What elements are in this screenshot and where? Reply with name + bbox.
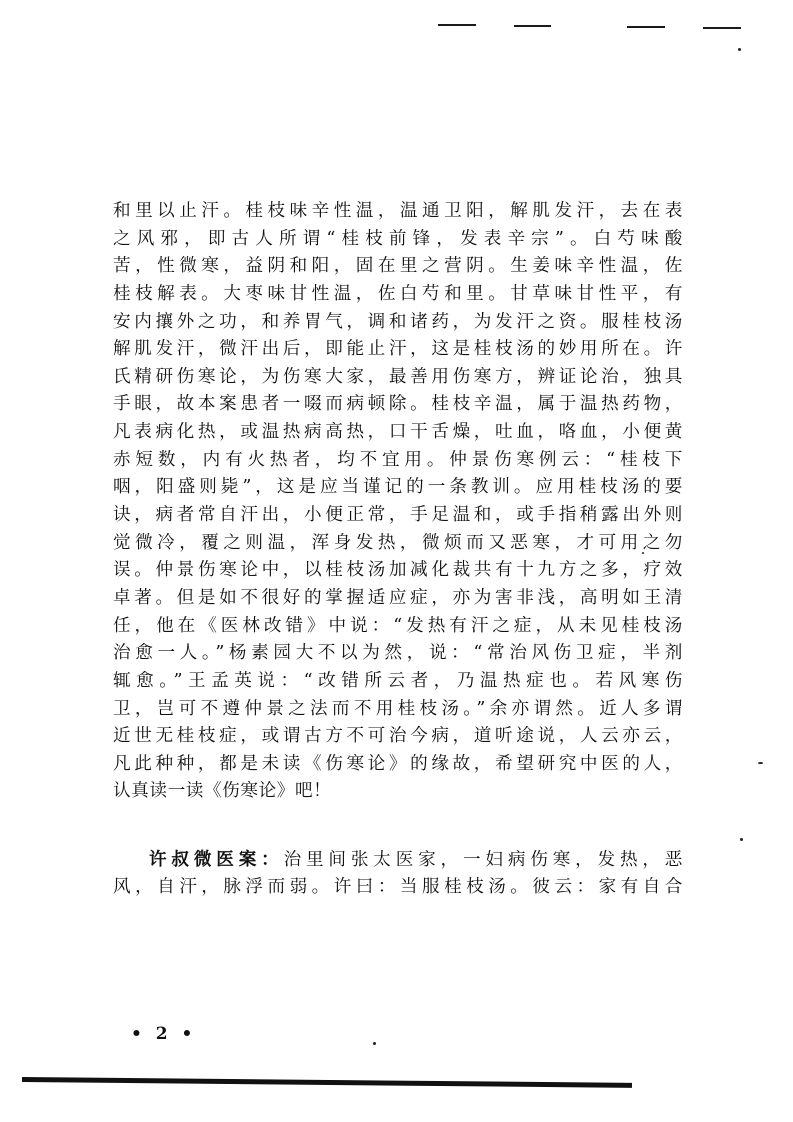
text-line: 卫，岂可不遵仲景之法而不用桂枝汤。”余亦谓然。近人多谓	[113, 698, 683, 719]
header-rule	[627, 26, 665, 28]
scan-speck	[758, 762, 763, 764]
text-line: 解肌发汗，微汗出后，即能止汗，这是桂枝汤的妙用所在。许	[113, 339, 683, 360]
text-line: 赤短数，内有火热者，均不宜用。仲景伤寒例云：“桂枝下	[113, 449, 683, 470]
text-line: 任，他在《医林改错》中说：“发热有汗之症，从未见桂枝汤	[113, 615, 683, 636]
header-rule	[514, 25, 551, 27]
text-line: 觉微冷，覆之则温，浑身发热，微烦而又恶寒，才可用之勿	[113, 532, 683, 553]
paragraph-gap	[113, 806, 683, 846]
text-line: 诀，病者常自汗出，小便正常，手足温和，或手指稍露出外则	[113, 505, 683, 526]
scan-speck	[738, 48, 741, 51]
text-line: 治愈一人。”杨素园大不以为然，说：“常治风伤卫症，半剂	[113, 643, 683, 664]
page-body	[113, 198, 683, 901]
text-line: 咽，阳盛则毙”，这是应当谨记的一条教训。应用桂枝汤的要	[113, 477, 683, 498]
case-heading-line	[113, 846, 683, 874]
text-line: 误。仲景伤寒论中，以桂枝汤加减化裁共有十九方之多，疗效	[113, 560, 683, 581]
text-line: 安内攘外之功，和养胃气，调和诸药，为发汗之资。服桂枝汤	[113, 311, 683, 332]
text-line: 之风邪，即古人所谓“桂枝前锋，发表辛宗”。白芍味酸	[113, 228, 683, 249]
scan-speck	[740, 838, 743, 841]
text-line: 卓著。但是如不很好的掌握适应症，亦为害非浅，高明如王清	[113, 587, 683, 608]
text-line: 凡表病化热，或温热病高热，口干舌燥，吐血，咯血，小便黄	[113, 422, 683, 443]
scan-speck	[373, 1042, 376, 1045]
text-line: 近世无桂枝症，或谓古方不可治今病，道听途说，人云亦云，	[113, 726, 683, 747]
text-line: 和里以止汗。桂枝味辛性温，温通卫阳，解肌发汗，去在表	[113, 201, 683, 221]
header-rule	[703, 27, 741, 29]
text-line: 凡此种种，都是未读《伤寒论》的缘故，希望研究中医的人，	[113, 753, 683, 774]
text-line: 苦，性微寒，益阴和阳，固在里之营阴。生姜味辛性温，佐	[113, 256, 683, 277]
text-line: 辄愈。”王孟英说：“改错所云者，乃温热症也。若风寒伤	[113, 670, 683, 691]
text-line: 氏精研伤寒论，为伤寒大家，最善用伤寒方，辨证论治，独具	[113, 366, 683, 387]
footer-rule	[22, 1077, 632, 1088]
case-text: 治里间张太医家，一妇病伤寒，发热，恶	[283, 850, 683, 871]
header-rule	[438, 24, 476, 26]
text-line: 认真读一读《伤寒论》吧！	[113, 781, 332, 802]
case-title: 许叔微医案：	[149, 849, 284, 871]
page-number: • 2 •	[131, 1024, 197, 1044]
text-line: 风，自汗，脉浮而弱。许曰：当服桂枝汤。彼云：家有自合	[113, 876, 683, 897]
text-line: 手眼，故本案患者一啜而病顿除。桂枝辛温，属于温热药物，	[113, 394, 683, 415]
text-line: 桂枝解表。大枣味甘性温，佐白芍和里。甘草味甘性平，有	[113, 283, 683, 304]
